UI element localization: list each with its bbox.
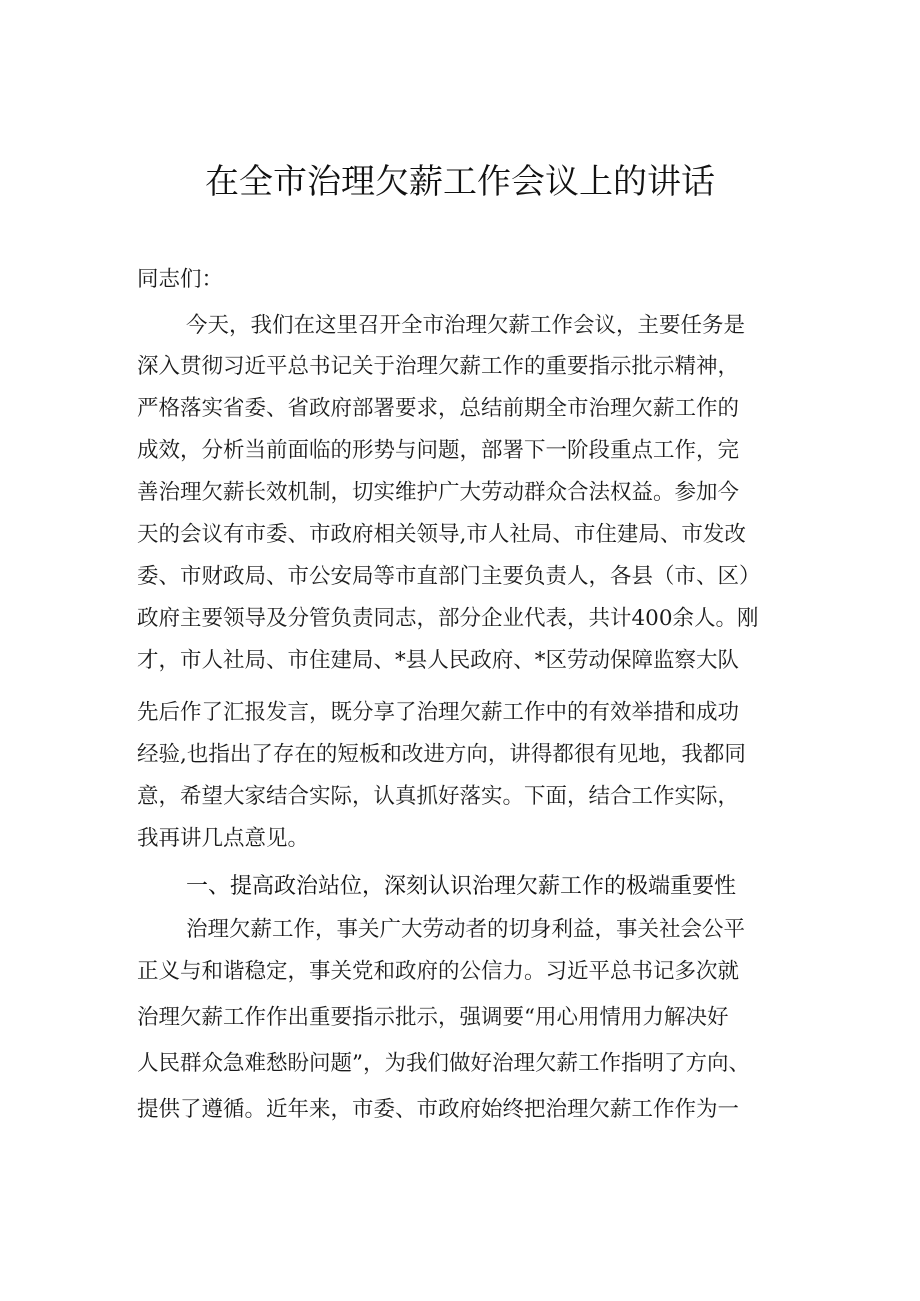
paragraph-line: 成效，分析当前面临的形势与问题，部署下一阶段重点工作，完 <box>137 438 740 463</box>
paragraph-line: 提供了遵循。近年来，市委、市政府始终把治理欠薪工作作为一 <box>137 1097 740 1122</box>
paragraph-line: 深入贯彻习近平总书记关于治理欠薪工作的重要指示批示精神， <box>137 354 740 379</box>
paragraph-line: 才，市人社局、市住建局、*县人民政府、*区劳动保障监察大队 <box>137 648 740 673</box>
document-title: 在全市治理欠薪工作会议上的讲话 <box>205 162 715 202</box>
paragraph-line: 先后作了汇报发言，既分享了治理欠薪工作中的有效举措和成功 <box>137 700 740 725</box>
paragraph-line: 经验,也指出了存在的短板和改进方向，讲得都很有见地，我都同 <box>137 742 746 767</box>
paragraph-line: 我再讲几点意见。 <box>137 826 310 851</box>
salutation: 同志们： <box>137 267 224 292</box>
paragraph-line: 严格落实省委、省政府部署要求，总结前期全市治理欠薪工作的 <box>137 396 740 421</box>
paragraph-line: 治理欠薪工作，事关广大劳动者的切身利益，事关社会公平 <box>186 917 746 942</box>
paragraph-line: 政府主要领导及分管负责同志，部分企业代表，共计400余人。刚 <box>137 606 759 631</box>
paragraph-line: 委、市财政局、市公安局等市直部门主要负责人，各县（市、区） <box>137 564 761 589</box>
paragraph-line: 正义与和谐稳定，事关党和政府的公信力。习近平总书记多次就 <box>137 959 740 984</box>
section-heading: 一、提高政治站位，深刻认识治理欠薪工作的极端重要性 <box>186 874 737 899</box>
paragraph-line: 人民群众急难愁盼问题”，为我们做好治理欠薪工作指明了方向、 <box>137 1051 750 1076</box>
paragraph-line: 天的会议有市委、市政府相关领导,市人社局、市住建局、市发改 <box>137 522 746 547</box>
paragraph-line: 意，希望大家结合实际，认真抓好落实。下面，结合工作实际， <box>137 784 740 809</box>
paragraph-line: 治理欠薪工作作出重要指示批示，强调要“用心用情用力解决好 <box>137 1005 729 1030</box>
paragraph-line: 善治理欠薪长效机制，切实维护广大劳动群众合法权益。参加今 <box>137 480 740 505</box>
paragraph-line: 今天，我们在这里召开全市治理欠薪工作会议，主要任务是 <box>186 313 746 338</box>
